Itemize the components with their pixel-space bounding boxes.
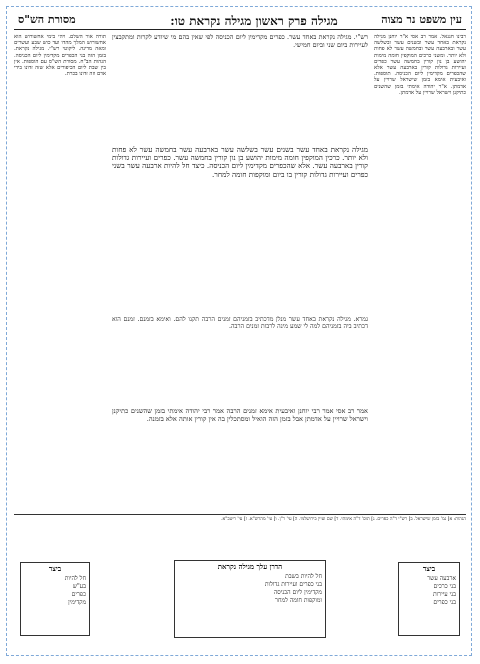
table-box-left <box>20 562 90 636</box>
box-title: הדרן עלך מגילה נקראת <box>217 562 283 571</box>
mishnah-text: מגילה נקראת באחד עשר בשנים עשר בשלשה עשר בארבעה עשר בחמשה עשר לא פחות ולא יותר. כרכין המוקפין חומה מימות יהושע בן נון קורין בחמשה עשר. כפרים ועיירות גדולות קורין בארבעה עשר. אלא שהכפרים מקדימין ליום הכניסה. כיצד חל להיות ארבעה עשר בשני כפרים ועיירות גדולות קורין בו ביום ומוקפות חומה למחר. <box>112 146 368 179</box>
commentary-left: תורה אור השלם. ויהי בימי אחשורוש הוא אחשורוש המלך מהדו ועד כוש שבע ועשרים ומאה מדינה. ליקוטי רש"י. מגילה נקראת. בזמן הזה בני הכפרים מקדימין ליום הכניסה. הגהות הב"ח. מסורת הש"ס עם הוספות. אין בין שבת ליום הכיפורים אלא שזה זדונו בידי אדם וזה זדונו בכרת. <box>14 34 106 78</box>
box-line: בע"ש <box>72 583 86 590</box>
box-line: כפרים <box>71 591 86 598</box>
table-box-center <box>174 560 326 638</box>
box-line: בני כרכים <box>433 583 456 590</box>
table-box-right <box>398 562 460 636</box>
box-line: חל להיות בשבת <box>285 573 322 580</box>
box-line: בני עיירות <box>432 591 456 598</box>
header-left: מסורת הש"ס <box>18 13 76 26</box>
gemara-text: גמרא. מגילה נקראת באחד עשר מנלן מדכתיב בזמניהם זמנים הרבה תקנו להם. ואימא בזמנם. זמנם הוא דכתיב ביה בזמניהם למה לי שמע מינה לרבות זמנים הרבה. <box>112 316 368 331</box>
box-line: ומוקפות חומה למחר <box>275 597 322 604</box>
commentary-right: רבינו חננאל. אמר רב אסי א"ר יוחנן מגילה נקראת באחד עשר ובשנים עשר ובשלשה עשר ובארבעה עשר ובחמשה עשר לא פחות ולא יותר. ומשני כרכים המוקפין חומה מימות יהושע בן נון קורין בחמשה עשר כפרים ועיירות גדולות קורין בארבעה עשר אלא שהכפרים מקדימין ליום הכניסה. תוספות. ואיבעית אימא בזמן שישראל שרויין על אדמתן. א"ר יהודה אימתי בזמן שהשנים כתיקנן וישראל שרויין על אדמתן. <box>374 34 466 96</box>
rashi-commentary: רש"י. מגילה נקראת באחד עשר. כפרים מקדימין ליום הכניסה לפי שאין בהם מי שיודע לקרות ומתקבצין לעיירות ביום שני וביום חמישי. <box>112 34 368 49</box>
gemara-continued: אמר רב אסי אמר רבי יוחנן ואיבעית אימא זמנים הרבה אמר רבי יהודה אימתי בזמן שהשנים כתיקנן וישראל שרויין על אדמתן אבל בזמן הזה הואיל ומסתכלין בה אין קורין אותה אלא בזמנה. <box>112 408 368 423</box>
box-line: בני כפרים <box>433 599 456 606</box>
box-title: ביצד <box>422 564 436 573</box>
talmud-page <box>14 14 466 650</box>
page-title: מגילה פרק ראשון מגילה נקראת טו: <box>170 14 338 28</box>
header-rule <box>14 29 466 30</box>
box-line: מקדימין ליום הכניסה <box>273 589 322 596</box>
footnotes: הגהות: א] גמ' בזמן שישראל. ב] רש"י ד"ה כפרים. ג] תוס' ד"ה אימתי. ד] שם ועיין בירושלמי. ה] עי' ר"ן. ו] עי' מהרש"א. ז] עי' ריטב"א. <box>14 514 466 557</box>
box-line: מקדימין <box>68 599 86 606</box>
box-line: ארבעה עשר <box>427 575 456 582</box>
box-line: בני כפרים ועיירות גדולות <box>264 581 322 588</box>
header-right: עין משפט נר מצוה <box>381 13 462 26</box>
box-line: חל להיות <box>64 575 86 582</box>
box-title: ביצד <box>48 564 62 573</box>
